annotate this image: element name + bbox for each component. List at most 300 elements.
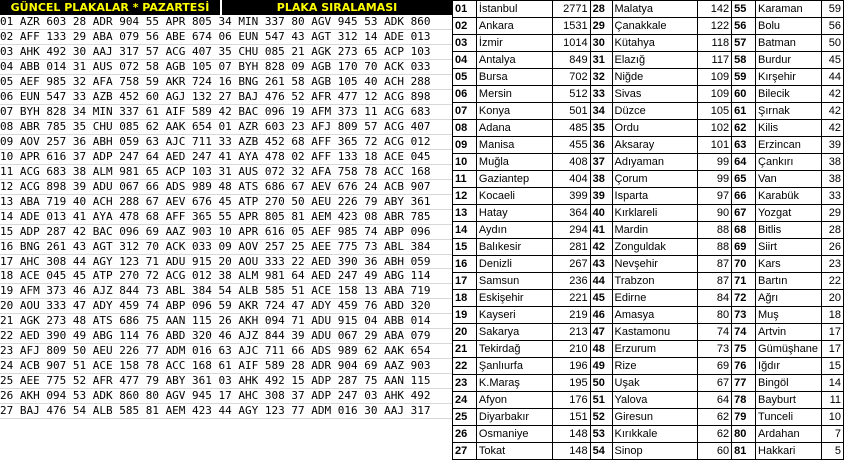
rank-number: 48 [590, 341, 612, 358]
plate-row: 04 ABB 014 31 AUS 072 58 AGB 105 07 BYH 828 09 AGB 170 70 ACK 033 [0, 60, 452, 75]
city-name: Rize [612, 358, 698, 375]
city-name: Sakarya [476, 324, 552, 341]
rank-number: 38 [590, 171, 612, 188]
rank-number: 34 [590, 103, 612, 120]
city-name: Kütahya [612, 35, 698, 52]
plate-count: 210 [552, 341, 590, 358]
plate-count: 97 [698, 188, 732, 205]
rank-number: 08 [453, 120, 477, 137]
ranking-row [453, 256, 844, 273]
ranking-row [453, 154, 844, 171]
rank-number: 04 [453, 52, 477, 69]
city-name: Hakkari [756, 443, 822, 460]
city-name: Kırıkkale [612, 426, 698, 443]
rank-number: 28 [590, 1, 612, 18]
plate-row: 01 AZR 603 28 ADR 904 55 APR 805 34 MIN 337 80 AGV 945 53 ADK 860 [0, 15, 452, 30]
ranking-row [453, 426, 844, 443]
rank-number: 20 [453, 324, 477, 341]
plate-count: 2771 [552, 1, 590, 18]
rank-number: 35 [590, 120, 612, 137]
rank-number: 54 [590, 443, 612, 460]
rank-number: 32 [590, 69, 612, 86]
ranking-header: PLAKA SIRALAMASI [222, 0, 452, 15]
city-name: Manisa [476, 137, 552, 154]
ranking-row [453, 1, 844, 18]
ranking-row [453, 392, 844, 409]
plate-count: 33 [822, 188, 844, 205]
plate-count: 38 [822, 171, 844, 188]
plate-count: 15 [822, 358, 844, 375]
city-name: Mersin [476, 86, 552, 103]
city-name: Yozgat [756, 205, 822, 222]
rank-number: 07 [453, 103, 477, 120]
rank-number: 55 [732, 1, 756, 18]
plate-row: 24 ACB 907 51 ACE 158 78 ACC 168 61 AIF 589 28 ADR 904 69 AAZ 903 [0, 359, 452, 374]
plate-row: 16 BNG 261 43 AGT 312 70 ACK 033 09 AOV 257 25 AEE 775 73 ABL 384 [0, 240, 452, 255]
rank-number: 59 [732, 69, 756, 86]
ranking-row [453, 103, 844, 120]
plate-count: 87 [698, 256, 732, 273]
ranking-row [453, 358, 844, 375]
plate-count: 117 [698, 52, 732, 69]
plate-count: 50 [822, 35, 844, 52]
rank-number: 74 [732, 324, 756, 341]
rank-number: 15 [453, 239, 477, 256]
plate-row: 13 ABA 719 40 ACH 288 67 AEV 676 45 ATP 270 50 AEU 226 79 ABY 361 [0, 195, 452, 210]
plate-count: 455 [552, 137, 590, 154]
rank-number: 24 [453, 392, 477, 409]
rank-number: 37 [590, 154, 612, 171]
rank-number: 46 [590, 307, 612, 324]
city-name: Adıyaman [612, 154, 698, 171]
city-name: Kars [756, 256, 822, 273]
rank-number: 66 [732, 188, 756, 205]
ranking-row [453, 290, 844, 307]
plate-count: 23 [822, 256, 844, 273]
ranking-row [453, 307, 844, 324]
city-name: Aksaray [612, 137, 698, 154]
plate-row: 15 ADP 287 42 BAC 096 69 AAZ 903 10 APR 616 05 AEF 985 74 ABP 096 [0, 225, 452, 240]
plate-count: 213 [552, 324, 590, 341]
rank-number: 31 [590, 52, 612, 69]
city-name: Amasya [612, 307, 698, 324]
plate-count: 74 [698, 324, 732, 341]
plate-row: 22 AED 390 49 ABG 114 76 ABD 320 46 AJZ 844 39 ADU 067 29 ABA 079 [0, 329, 452, 344]
ranking-row [453, 341, 844, 358]
city-name: Edirne [612, 290, 698, 307]
plate-count: 73 [698, 341, 732, 358]
city-name: Muş [756, 307, 822, 324]
plate-count: 80 [698, 307, 732, 324]
city-name: Karabük [756, 188, 822, 205]
rank-number: 01 [453, 1, 477, 18]
rank-number: 49 [590, 358, 612, 375]
city-name: Malatya [612, 1, 698, 18]
plate-count: 1014 [552, 35, 590, 52]
plate-count: 219 [552, 307, 590, 324]
city-name: Tokat [476, 443, 552, 460]
plate-row: 26 AKH 094 53 ADK 860 80 AGV 945 17 AHC 308 37 ADP 247 03 AHK 492 [0, 389, 452, 404]
plate-count: 142 [698, 1, 732, 18]
rank-number: 16 [453, 256, 477, 273]
ranking-table [452, 0, 844, 460]
plate-count: 404 [552, 171, 590, 188]
plate-row: 10 APR 616 37 ADP 247 64 AED 247 41 AYA 478 02 AFF 133 18 ACE 045 [0, 150, 452, 165]
plate-count: 364 [552, 205, 590, 222]
city-name: Kocaeli [476, 188, 552, 205]
plate-count: 60 [698, 443, 732, 460]
plate-count: 99 [698, 154, 732, 171]
city-name: Adana [476, 120, 552, 137]
plate-count: 42 [822, 103, 844, 120]
city-name: Kilis [756, 120, 822, 137]
plate-count: 702 [552, 69, 590, 86]
plate-count: 10 [822, 409, 844, 426]
city-name: Artvin [756, 324, 822, 341]
rank-number: 44 [590, 273, 612, 290]
rank-number: 06 [453, 86, 477, 103]
rank-number: 58 [732, 52, 756, 69]
plate-count: 42 [822, 86, 844, 103]
ranking-row [453, 188, 844, 205]
plate-row: 09 AOV 257 36 ABH 059 63 AJC 711 33 AZB 452 68 AFF 365 72 ACG 012 [0, 135, 452, 150]
ranking-row [453, 69, 844, 86]
city-name: Giresun [612, 409, 698, 426]
plate-row: 14 ADE 013 41 AYA 478 68 AFF 365 55 APR 805 81 AEM 423 08 ABR 785 [0, 210, 452, 225]
city-name: Uşak [612, 375, 698, 392]
city-name: Ankara [476, 18, 552, 35]
plate-count: 501 [552, 103, 590, 120]
plate-count: 118 [698, 35, 732, 52]
plates-list [0, 15, 452, 419]
city-name: Erzincan [756, 137, 822, 154]
plate-count: 20 [822, 290, 844, 307]
rank-number: 60 [732, 86, 756, 103]
city-name: Şırnak [756, 103, 822, 120]
plate-row: 07 BYH 828 34 MIN 337 61 AIF 589 42 BAC 096 19 AFM 373 11 ACG 683 [0, 105, 452, 120]
plate-row: 03 AHK 492 30 AAJ 317 57 ACG 407 35 CHU 085 21 AGK 273 65 ACP 103 [0, 45, 452, 60]
rank-number: 33 [590, 86, 612, 103]
plate-count: 64 [698, 392, 732, 409]
plate-count: 512 [552, 86, 590, 103]
rank-number: 65 [732, 171, 756, 188]
rank-number: 17 [453, 273, 477, 290]
city-name: Afyon [476, 392, 552, 409]
plate-count: 62 [698, 426, 732, 443]
city-name: Şanlıurfa [476, 358, 552, 375]
city-name: Van [756, 171, 822, 188]
city-name: Diyarbakır [476, 409, 552, 426]
plate-count: 42 [822, 120, 844, 137]
city-name: Kastamonu [612, 324, 698, 341]
plate-row: 08 ABR 785 35 CHU 085 62 AAK 654 01 AZR 603 23 AFJ 809 57 ACG 407 [0, 120, 452, 135]
ranking-row [453, 409, 844, 426]
ranking-row [453, 171, 844, 188]
city-name: Isparta [612, 188, 698, 205]
plate-row: 19 AFM 373 46 AJZ 844 73 ABL 384 54 ALB 585 51 ACE 158 13 ABA 719 [0, 284, 452, 299]
city-name: Trabzon [612, 273, 698, 290]
ranking-row [453, 443, 844, 460]
city-name: Düzce [612, 103, 698, 120]
rank-number: 05 [453, 69, 477, 86]
city-name: Nevşehir [612, 256, 698, 273]
city-name: K.Maraş [476, 375, 552, 392]
plate-row: 21 AGK 273 48 ATS 686 75 AAN 115 26 AKH 094 71 ADU 915 04 ABB 014 [0, 314, 452, 329]
rank-number: 47 [590, 324, 612, 341]
rank-number: 56 [732, 18, 756, 35]
ranking-row [453, 222, 844, 239]
city-name: Bolu [756, 18, 822, 35]
city-name: Çanakkale [612, 18, 698, 35]
city-name: Burdur [756, 52, 822, 69]
plate-count: 38 [822, 154, 844, 171]
rank-number: 76 [732, 358, 756, 375]
plate-count: 236 [552, 273, 590, 290]
rank-number: 75 [732, 341, 756, 358]
plate-row: 20 AOU 333 47 ADY 459 74 ABP 096 59 AKR 724 47 ADY 459 76 ABD 320 [0, 299, 452, 314]
plate-count: 99 [698, 171, 732, 188]
plate-count: 849 [552, 52, 590, 69]
city-name: Batman [756, 35, 822, 52]
rank-number: 50 [590, 375, 612, 392]
rank-number: 36 [590, 137, 612, 154]
city-name: Gümüşhane [756, 341, 822, 358]
plate-count: 105 [698, 103, 732, 120]
plate-count: 5 [822, 443, 844, 460]
plate-count: 399 [552, 188, 590, 205]
rank-number: 57 [732, 35, 756, 52]
rank-number: 26 [453, 426, 477, 443]
rank-number: 27 [453, 443, 477, 460]
plate-count: 18 [822, 307, 844, 324]
city-name: Samsun [476, 273, 552, 290]
city-name: Ordu [612, 120, 698, 137]
plate-count: 88 [698, 222, 732, 239]
rank-number: 51 [590, 392, 612, 409]
rank-number: 19 [453, 307, 477, 324]
plate-count: 26 [822, 239, 844, 256]
plate-count: 148 [552, 426, 590, 443]
plate-row: 17 AHC 308 44 AGY 123 71 ADU 915 20 AOU 333 22 AED 390 36 ABH 059 [0, 255, 452, 270]
rank-number: 81 [732, 443, 756, 460]
city-name: Sivas [612, 86, 698, 103]
city-name: Gaziantep [476, 171, 552, 188]
city-name: Kırşehir [756, 69, 822, 86]
city-name: Ağrı [756, 290, 822, 307]
rank-number: 13 [453, 205, 477, 222]
city-name: Hatay [476, 205, 552, 222]
city-name: Kırklareli [612, 205, 698, 222]
plates-panel [0, 0, 452, 421]
city-name: Siirt [756, 239, 822, 256]
plate-count: 88 [698, 239, 732, 256]
rank-number: 41 [590, 222, 612, 239]
rank-number: 43 [590, 256, 612, 273]
plate-count: 62 [698, 409, 732, 426]
rank-number: 77 [732, 375, 756, 392]
ranking-row [453, 35, 844, 52]
plate-count: 17 [822, 341, 844, 358]
plate-row: 02 AFF 133 29 ABA 079 56 ABE 674 06 EUN 547 43 AGT 312 14 ADE 013 [0, 30, 452, 45]
plate-count: 267 [552, 256, 590, 273]
ranking-row [453, 205, 844, 222]
plate-count: 44 [822, 69, 844, 86]
plate-count: 109 [698, 86, 732, 103]
plate-count: 485 [552, 120, 590, 137]
rank-number: 14 [453, 222, 477, 239]
plate-count: 196 [552, 358, 590, 375]
city-name: Balıkesir [476, 239, 552, 256]
plate-count: 56 [822, 18, 844, 35]
rank-number: 21 [453, 341, 477, 358]
plate-count: 28 [822, 222, 844, 239]
plate-count: 122 [698, 18, 732, 35]
rank-number: 69 [732, 239, 756, 256]
city-name: Osmaniye [476, 426, 552, 443]
plate-count: 29 [822, 205, 844, 222]
plate-count: 11 [822, 392, 844, 409]
rank-number: 40 [590, 205, 612, 222]
rank-number: 80 [732, 426, 756, 443]
city-name: Niğde [612, 69, 698, 86]
plate-count: 102 [698, 120, 732, 137]
plate-row: 12 ACG 898 39 ADU 067 66 ADS 989 48 ATS 686 67 AEV 676 24 ACB 907 [0, 180, 452, 195]
city-name: Bitlis [756, 222, 822, 239]
plates-header: GÜNCEL PLAKALAR * PAZARTESİ [0, 0, 220, 15]
rank-number: 23 [453, 375, 477, 392]
ranking-row [453, 375, 844, 392]
ranking-row [453, 86, 844, 103]
city-name: Bayburt [756, 392, 822, 409]
plate-count: 7 [822, 426, 844, 443]
rank-number: 29 [590, 18, 612, 35]
city-name: Aydın [476, 222, 552, 239]
ranking-row [453, 273, 844, 290]
plate-row: 06 EUN 547 33 AZB 452 60 AGJ 132 27 BAJ 476 52 AFR 477 12 ACG 898 [0, 90, 452, 105]
plate-count: 14 [822, 375, 844, 392]
rank-number: 73 [732, 307, 756, 324]
rank-number: 25 [453, 409, 477, 426]
rank-number: 67 [732, 205, 756, 222]
ranking-row [453, 18, 844, 35]
rank-number: 18 [453, 290, 477, 307]
rank-number: 68 [732, 222, 756, 239]
rank-number: 03 [453, 35, 477, 52]
ranking-row [453, 52, 844, 69]
city-name: Çankırı [756, 154, 822, 171]
city-name: İstanbul [476, 1, 552, 18]
rank-number: 79 [732, 409, 756, 426]
ranking-row [453, 239, 844, 256]
rank-number: 61 [732, 103, 756, 120]
plate-count: 221 [552, 290, 590, 307]
city-name: Bingöl [756, 375, 822, 392]
rank-number: 71 [732, 273, 756, 290]
plate-row: 18 ACE 045 45 ATP 270 72 ACG 012 38 ALM 981 64 AED 247 49 ABG 114 [0, 269, 452, 284]
city-name: Iğdır [756, 358, 822, 375]
ranking-row [453, 137, 844, 154]
plate-count: 408 [552, 154, 590, 171]
city-name: Muğla [476, 154, 552, 171]
rank-number: 78 [732, 392, 756, 409]
rank-number: 70 [732, 256, 756, 273]
city-name: Mardin [612, 222, 698, 239]
plate-count: 59 [822, 1, 844, 18]
city-name: Sinop [612, 443, 698, 460]
plate-count: 294 [552, 222, 590, 239]
plate-count: 195 [552, 375, 590, 392]
plate-count: 39 [822, 137, 844, 154]
city-name: Antalya [476, 52, 552, 69]
plate-count: 84 [698, 290, 732, 307]
city-name: Zonguldak [612, 239, 698, 256]
plate-count: 22 [822, 273, 844, 290]
rank-number: 30 [590, 35, 612, 52]
city-name: Tunceli [756, 409, 822, 426]
rank-number: 10 [453, 154, 477, 171]
plate-count: 69 [698, 358, 732, 375]
rank-number: 42 [590, 239, 612, 256]
rank-number: 12 [453, 188, 477, 205]
ranking-row [453, 324, 844, 341]
rank-number: 63 [732, 137, 756, 154]
rank-number: 62 [732, 120, 756, 137]
plate-row: 25 AEE 775 52 AFR 477 79 ABY 361 03 AHK 492 15 ADP 287 75 AAN 115 [0, 374, 452, 389]
plate-count: 17 [822, 324, 844, 341]
city-name: İzmir [476, 35, 552, 52]
rank-number: 39 [590, 188, 612, 205]
plate-count: 45 [822, 52, 844, 69]
city-name: Tekirdağ [476, 341, 552, 358]
city-name: Çorum [612, 171, 698, 188]
rank-number: 52 [590, 409, 612, 426]
city-name: Bartın [756, 273, 822, 290]
plate-count: 148 [552, 443, 590, 460]
plate-count: 87 [698, 273, 732, 290]
city-name: Bilecik [756, 86, 822, 103]
plate-count: 1531 [552, 18, 590, 35]
city-name: Eskişehir [476, 290, 552, 307]
plate-count: 281 [552, 239, 590, 256]
city-name: Konya [476, 103, 552, 120]
city-name: Bursa [476, 69, 552, 86]
city-name: Erzurum [612, 341, 698, 358]
city-name: Elazığ [612, 52, 698, 69]
ranking-row [453, 120, 844, 137]
plate-count: 90 [698, 205, 732, 222]
plate-count: 176 [552, 392, 590, 409]
rank-number: 22 [453, 358, 477, 375]
ranking-panel [452, 0, 844, 457]
city-name: Ardahan [756, 426, 822, 443]
plate-count: 151 [552, 409, 590, 426]
plate-row: 11 ACG 683 38 ALM 981 65 ACP 103 31 AUS 072 32 AFA 758 78 ACC 168 [0, 165, 452, 180]
plate-row: 23 AFJ 809 50 AEU 226 77 ADM 016 63 AJC 711 66 ADS 989 62 AAK 654 [0, 344, 452, 359]
rank-number: 64 [732, 154, 756, 171]
city-name: Karaman [756, 1, 822, 18]
rank-number: 53 [590, 426, 612, 443]
rank-number: 11 [453, 171, 477, 188]
rank-number: 09 [453, 137, 477, 154]
rank-number: 72 [732, 290, 756, 307]
plate-count: 101 [698, 137, 732, 154]
plate-row: 27 BAJ 476 54 ALB 585 81 AEM 423 44 AGY 123 77 ADM 016 30 AAJ 317 [0, 404, 452, 419]
plate-count: 109 [698, 69, 732, 86]
city-name: Kayseri [476, 307, 552, 324]
plate-row: 05 AEF 985 32 AFA 758 59 AKR 724 16 BNG 261 58 AGB 105 40 ACH 288 [0, 75, 452, 90]
plate-count: 67 [698, 375, 732, 392]
city-name: Yalova [612, 392, 698, 409]
